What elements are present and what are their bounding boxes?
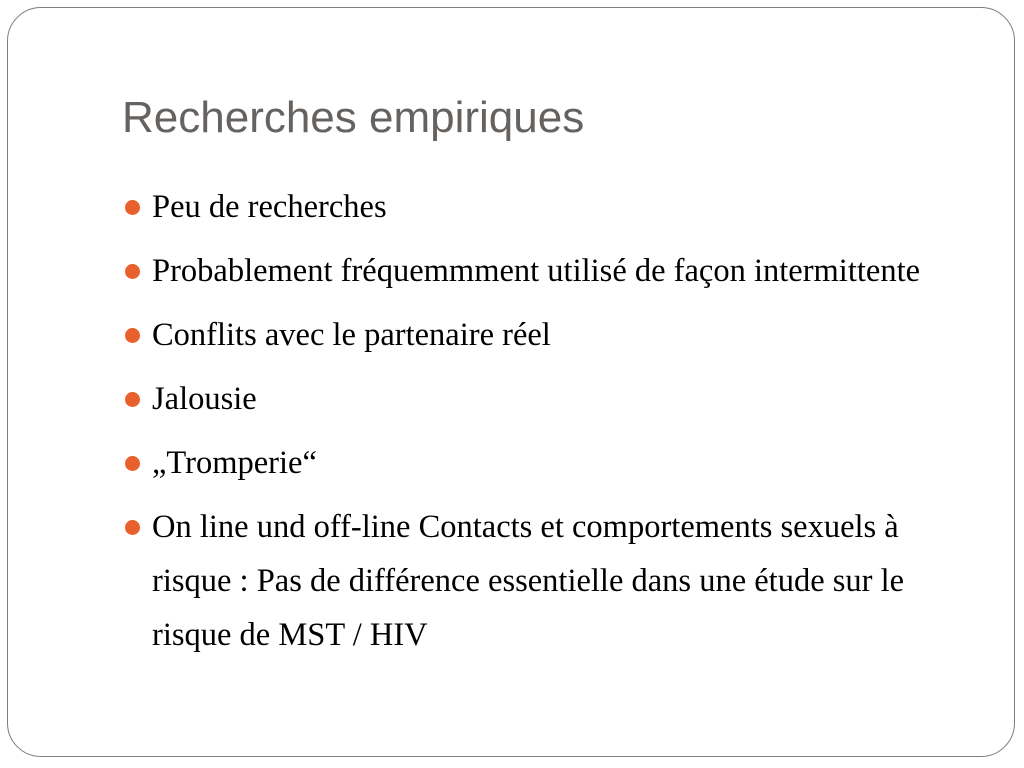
bullet-text: Conflits avec le partenaire réel (152, 317, 551, 353)
bullet-text: Probablement fréquemmment utilisé de façon intermittente (152, 253, 921, 289)
slide-frame (7, 7, 1015, 757)
bullet-dot-icon (125, 392, 140, 407)
bullet-text: On line und off-line Contacts et comportements sexuels à risque : Pas de différence essentielle dans une étude sur le risque de MST / HIV (152, 509, 905, 653)
bullet-item (122, 308, 982, 362)
bullet-text: „Tromperie“ (152, 445, 317, 481)
bullet-dot-icon (125, 520, 140, 535)
bullet-dot-icon (125, 200, 140, 215)
bullet-text: Peu de recherches (152, 189, 387, 225)
bullet-item (122, 244, 982, 298)
bullet-dot-icon (125, 328, 140, 343)
bullet-dot-icon (125, 456, 140, 471)
bullet-item (122, 436, 982, 490)
bullet-text: Jalousie (152, 381, 257, 417)
bullet-dot-icon (125, 264, 140, 279)
bullet-item (122, 180, 982, 234)
bullet-item (122, 372, 982, 426)
bullet-item (122, 500, 982, 662)
bullet-list (122, 180, 982, 672)
slide-title: Recherches empiriques (122, 93, 585, 142)
